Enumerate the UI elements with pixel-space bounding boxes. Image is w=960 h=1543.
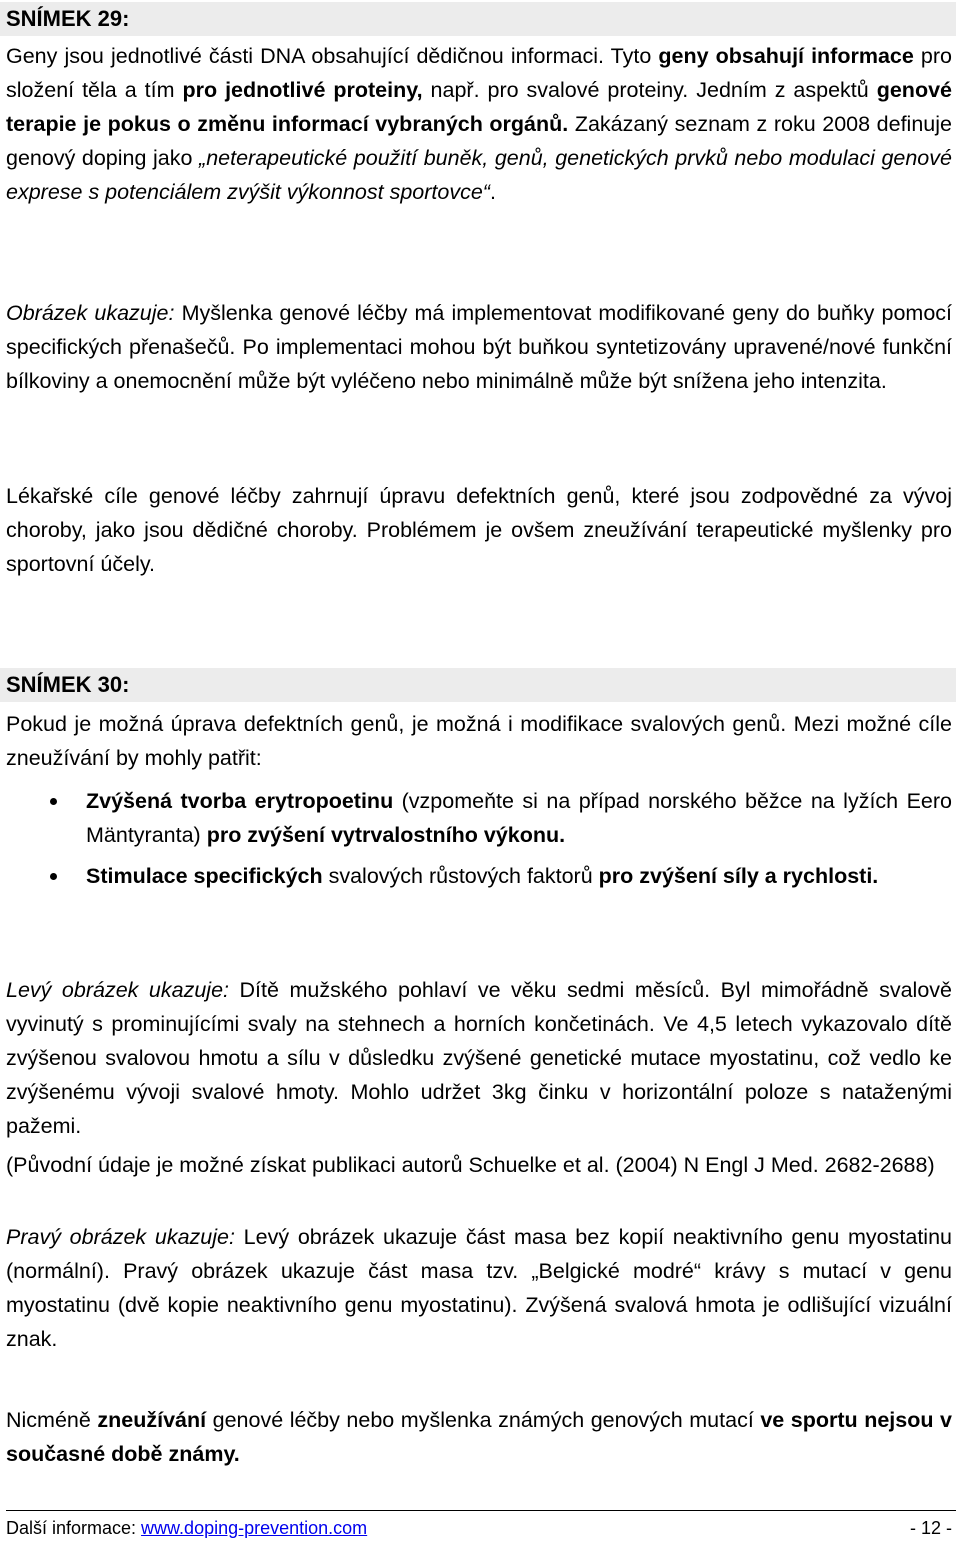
text: . bbox=[489, 180, 496, 204]
italic-lead: Levý obrázek ukazuje: bbox=[6, 978, 230, 1002]
text: např. pro svalové proteiny. Jedním z aspektů bbox=[422, 78, 877, 102]
bold-text: ve sportu nejsou v současné době známy. bbox=[6, 1408, 952, 1466]
slide-29-paragraph-3 bbox=[6, 479, 952, 581]
bullet-list bbox=[0, 784, 952, 893]
text: Nicméně bbox=[6, 1408, 98, 1432]
slide-30-heading: SNÍMEK 30: bbox=[0, 668, 956, 702]
italic-lead: Pravý obrázek ukazuje: bbox=[6, 1225, 235, 1249]
bold-text: genové terapie je pokus o změnu informací vybraných orgánů. bbox=[6, 78, 952, 136]
page-number: - 12 - bbox=[909, 1518, 952, 1538]
text: Dítě mužského pohlaví ve věku sedmi měsíců. Byl mimořádně svalově vyvinutý s prominujícími svaly na stehnech a horních končetinách. Ve 4,5 letech vykazovalo dítě zvýšenou svalovou hmotu a sílu v důsledku zvýšené genetické mutace myostatinu, což vedlo ke zvýšenému vývoji svalové hmoty. Mohlo udržet 3kg činku v horizontální poloze s nataženými pažemi. bbox=[6, 978, 952, 1138]
bold-text: geny obsahují informace bbox=[658, 44, 914, 68]
bold-text: pro zvýšení vytrvalostního výkonu. bbox=[206, 823, 566, 847]
footer-website-link[interactable]: www.doping-prevention.com bbox=[141, 1518, 368, 1538]
text: Levý obrázek ukazuje část masa bez kopií neaktivního genu myostatinu (normální). Pravý obrázek ukazuje část masa tzv. „Belgické modré“ krávy s mutací v genu myostatinu (dvě kopie neaktivního genu myostatinu). Zvýšená svalová hmota je odlišující vizuální znak. bbox=[6, 1225, 952, 1351]
list-item bbox=[0, 859, 952, 893]
text: Myšlenka genové léčby má implementovat modifikované geny do buňky pomocí specifických přenašečů. Po implementaci mohou být buňkou syntetizovány upravené/nové funkční bílkoviny a onemocnění může být vyléčeno nebo minimálně může být snížena jeho intenzita. bbox=[6, 301, 953, 393]
italic-lead: Obrázek ukazuje: bbox=[6, 301, 175, 325]
bold-text: pro jednotlivé proteiny, bbox=[182, 78, 423, 102]
bold-text: pro zvýšení síly a rychlosti. bbox=[598, 864, 879, 888]
bold-text: Zvýšená tvorba erytropoetinu bbox=[86, 789, 394, 813]
bullet-icon bbox=[50, 798, 57, 805]
slide-30-paragraph-1 bbox=[6, 707, 952, 775]
text: Zakázaný seznam z roku 2008 definuje genový doping jako bbox=[6, 112, 952, 170]
text: Lékařské cíle genové léčby zahrnují úpravu defektních genů, které jsou zodpovědné za vývoj choroby, jako jsou dědičné choroby. Problémem je ovšem zneužívání terapeutické myšlenky pro sportovní účely. bbox=[6, 484, 952, 576]
list-item bbox=[0, 784, 952, 852]
text: (vzpomeňte si na případ norského běžce na lyžích Eero Mäntyranta) bbox=[86, 789, 952, 847]
slide-30-paragraph-4 bbox=[6, 1220, 952, 1356]
page-footer bbox=[6, 1515, 952, 1541]
text: Geny jsou jednotlivé části DNA obsahující dědičnou informaci. Tyto bbox=[6, 44, 659, 68]
slide-30-paragraph-3 bbox=[6, 1148, 952, 1182]
text: Pokud je možná úprava defektních genů, je možná i modifikace svalových genů. Mezi možné cíle zneužívání by mohly patřit: bbox=[6, 712, 952, 770]
slide-29-paragraph-1 bbox=[6, 39, 952, 209]
text: genové léčby nebo myšlenka známých genových mutací bbox=[206, 1408, 761, 1432]
slide-29-paragraph-2 bbox=[6, 296, 952, 398]
footer-divider bbox=[6, 1510, 956, 1511]
bold-text: zneužívání bbox=[97, 1408, 207, 1432]
footer-label: Další informace: bbox=[6, 1518, 142, 1538]
text: svalových růstových faktorů bbox=[322, 864, 599, 888]
slide-30-paragraph-2 bbox=[6, 973, 952, 1143]
bold-text: Stimulace specifických bbox=[86, 864, 323, 888]
bullet-icon bbox=[50, 873, 57, 880]
slide-29-heading: SNÍMEK 29: bbox=[0, 2, 956, 36]
text: pro složení těla a tím bbox=[6, 44, 952, 102]
slide-30-paragraph-5 bbox=[6, 1403, 952, 1471]
italic-quote: „neterapeutické použití buněk, genů, genetických prvků nebo modulaci genové exprese s potenciálem zvýšit výkonnost sportovce“ bbox=[6, 146, 952, 204]
text: (Původní údaje je možné získat publikaci autorů Schuelke et al. (2004) N Engl J Med. 2682-2688) bbox=[6, 1153, 935, 1177]
